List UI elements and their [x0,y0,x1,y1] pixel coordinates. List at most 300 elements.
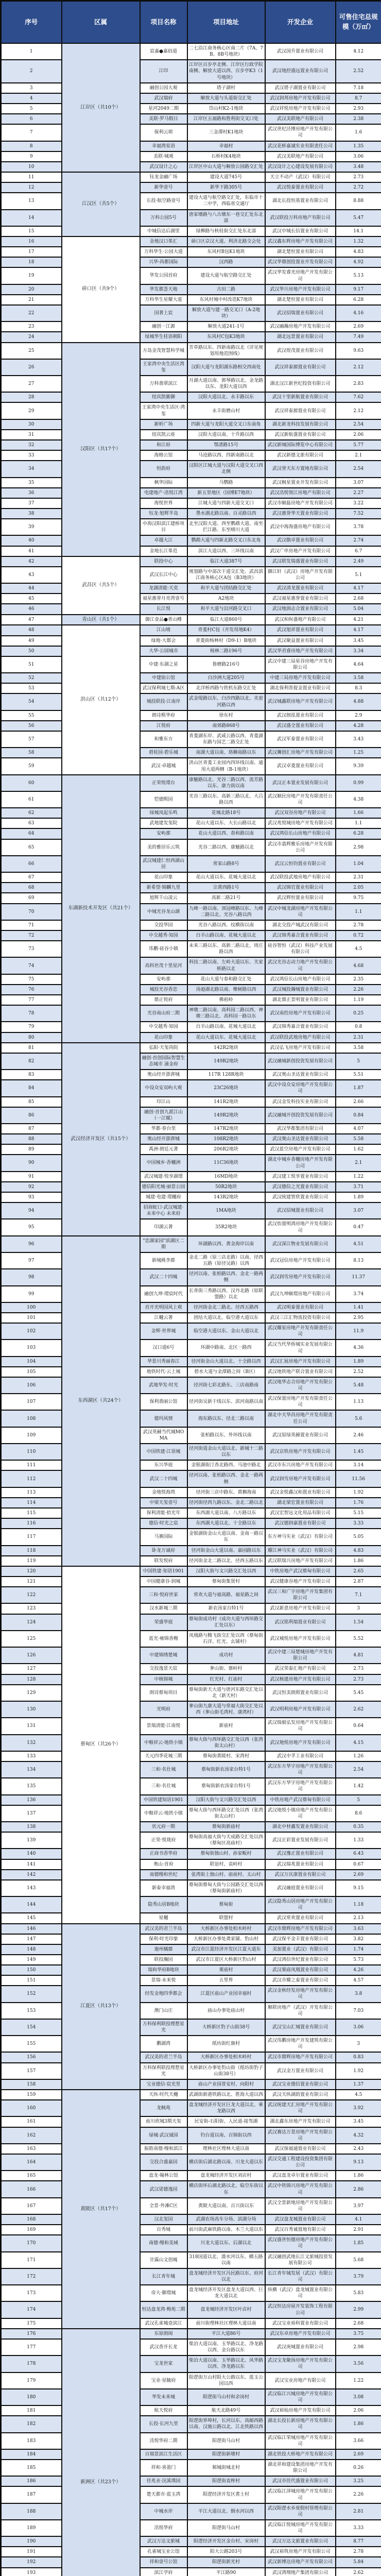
row-number: 125 [1,1631,62,1647]
presale-area: 4.17 [336,625,381,635]
table-row [1,1751,381,1761]
row-number: 36 [1,488,62,498]
project-address: 洪山区青菱工业园内四环线以南、通用大道两侧（B-1地块） [187,758,265,774]
presale-area: 1.89 [336,1192,381,1202]
project-address: 南郊路868号 [187,721,265,731]
col-header-address: 项目地址 [187,1,265,44]
table-row [1,636,381,646]
presale-area: 6.28 [336,828,381,839]
developer: 武汉洺悦领江房地产有限公司 [265,488,336,498]
table-row [1,2214,381,2225]
table-row [1,1460,381,1470]
project-name: 美的雅居乐云筑 [140,839,187,856]
presale-area: 0.84 [336,1107,381,1124]
project-name: 恺德熙园 [140,791,187,808]
district-cell: 东西湖区（共24个） [62,1236,140,1566]
developer: 武汉临江兴城房地产开发有限公司 [265,2389,336,2405]
developer: 东方神马实业（武汉）有限公司 [265,1529,336,1545]
row-number: 26 [1,359,62,376]
row-number: 63 [1,818,62,828]
row-number: 20 [1,284,62,295]
table-row [1,1614,381,1631]
developer: 武汉金发科技实业有限公司 [265,1097,336,1107]
project-address: 海东路以东、径北二路以南 [187,1410,265,1427]
project-address: 大桥新区办事处龚家铺、豹山村 [187,1934,265,1944]
table-row [1,594,381,604]
developer: 武汉地控盛远置业有限公司 [265,60,336,82]
presale-area: 4.28 [336,721,381,731]
project-name: 印湖云著 [140,1219,187,1235]
table-row [1,2433,381,2449]
table-row [1,2225,381,2235]
developer: 武汉福星惠誉置业有限公司 [265,594,336,604]
table-row [1,1674,381,1685]
presale-area: 5.58 [336,1134,381,1144]
presale-area: 5.15 [336,1508,381,1518]
district-cell: 武汉经济开发区（共15个） [62,1043,140,1236]
developer: 武汉悦泰置业有限公司 [265,182,336,193]
row-number: 10 [1,162,62,172]
district-cell: 洪山区（共12个） [62,625,140,774]
project-address: 长青街三秀路以西、汉丹北路（原联盟路）以北 [187,1286,265,1302]
developer: 武汉设计之心建设发展有限公司 [265,162,336,172]
project-address: 唐家墩路与八古墩东一巷交汇处东北部 [187,210,265,226]
developer: 武汉地润志合置业有限公司 [265,604,336,614]
project-name: 联投瀚园 [140,1955,187,1965]
project-name: 华都·春台里 [140,1124,187,1134]
row-number: 19 [1,267,62,284]
presale-area: 2.78 [336,920,381,930]
project-name: 祥和·喜盈门 [140,2460,187,2476]
presale-area: 1.92 [336,1487,381,1498]
presale-area: 0.8 [336,1022,381,1032]
presale-area: 3.97 [336,2198,381,2214]
row-number: 167 [1,2198,62,2214]
developer: 湖北楚恒置业有限公司 [265,295,336,305]
project-address: 杨林二路196号 [187,646,265,656]
developer: 武汉交通工程建设投资集团有限公司 [265,2154,336,2171]
col-header-no: 序号 [1,1,62,44]
row-number: 184 [1,2449,62,2460]
row-number: 85 [1,1097,62,1107]
row-number: 109 [1,1427,62,1444]
developer: 武汉美联地产有限公司 [265,151,336,162]
project-name: 盘龙·翰林公馆 [140,2171,187,2181]
presale-area: 2.54 [336,1761,381,1778]
row-number: 50 [1,646,62,656]
developer: 武汉润雪房地产开发有限公司 [265,1470,336,1487]
project-name: 安屿那 [140,974,187,985]
presale-area: 1.32 [336,236,381,247]
developer: 武汉中城龙湖房地产开发有限公司 [265,904,336,920]
project-name: 前川欣城3期天玺 [140,2116,187,2127]
row-number: 141 [1,1859,62,1870]
developer: 武汉市鼎辉房地产开发有限公司 [265,1924,336,1934]
table-row [1,1410,381,1427]
developer: 湖北远景置业有限公司 [265,332,336,342]
presale-area: 1.33 [336,1832,381,1849]
row-number: 186 [1,2476,62,2486]
developer: 武汉中建三局星谷房地产开发有限公司 [265,656,336,673]
project-address: 北至汉阳大道、西至鹦鹉大道、南至拦江路、东至晴川大道 [187,519,265,535]
project-address: 35R2地块 [187,1219,265,1235]
row-number: 88 [1,1134,62,1144]
project-name: 正荣·悦珑府 [140,1832,187,1849]
row-number: 164 [1,2154,62,2171]
row-number: 77 [1,995,62,1005]
presale-area: 2.69 [336,321,381,332]
project-name: 花山印象 [140,872,187,883]
project-address: 大桥新区办事处柏木岭村 [187,2052,265,2062]
project-name: 武汉瑞府 [140,93,187,104]
project-address: 纸坊街红旗村 [187,2036,265,2052]
project-address: 径河以南、张柏路以西、金北一路两侧 [187,1269,265,1285]
row-number: 136 [1,1795,62,1805]
presale-area: 6.28 [336,295,381,305]
table-row [1,1097,381,1107]
project-address: 二七沿江商务核心区南二片（7A、7B、8B号地块） [187,43,265,60]
row-number: 147 [1,1934,62,1944]
table-row [1,775,381,791]
project-address: 江夏区庙山产业园幸福村 [187,1986,265,2002]
table-row [1,519,381,535]
project-name: 高科世茂十里星河 [140,957,187,974]
project-name: 新华壹号 [140,182,187,193]
developer: 武汉光谷志动力地产开发有限公司 [265,957,336,974]
project-address: 柴泊大道以南、玉华路以北、风华路以西、净龙路以东 [187,2355,265,2372]
row-number: 35 [1,478,62,488]
row-number: 76 [1,985,62,995]
project-name: 美联·城观 [140,151,187,162]
developer: 武汉中孚工业有限公司 [265,1751,336,1761]
project-name: 东兴华庭 [140,1460,187,1470]
table-row [1,872,381,883]
project-name: 安屿那 [140,828,187,839]
presale-area: 3.82 [336,1934,381,1944]
developer: 武汉临江悦城房地产开发有限公司 [265,2520,336,2536]
presale-area: 5 [336,1795,381,1805]
row-number: 37 [1,498,62,509]
project-address: 径河街金山大道以南、嘉园路以东 [187,1546,265,1556]
table-row [1,1005,381,1022]
row-number: 148 [1,1944,62,1955]
table-row [1,1487,381,1498]
developer: 武汉鸿信长山房地产有限公司 [265,828,336,839]
project-address: 碧水大道与金潭路之间（B区） [187,1367,265,1377]
table-row [1,1975,381,1986]
developer: 武汉弘飞房地产开发有限公司 [265,1043,336,1053]
project-address: 邾城街城北村 [187,2460,265,2476]
presale-area: 0.72 [336,930,381,941]
presale-area: 5.51 [336,1070,381,1080]
row-number: 132 [1,1735,62,1751]
project-address: 23C26地块 [187,1080,265,1096]
table-row [1,883,381,893]
project-address: 蔡甸街黄陵村、宋湾村 [187,1751,265,1761]
table-row [1,535,381,546]
row-number: 80 [1,1032,62,1043]
developer: 武汉联投武地房地产有限公司 [265,1032,336,1043]
project-address: 径河街七彩北路东、三店南路南 [187,1377,265,1394]
row-number: 138 [1,1822,62,1832]
presale-area: 0.47 [336,1219,381,1235]
presale-area: 4.38 [336,791,381,808]
project-name: 东原朗阅 [140,2329,187,2339]
developer: 武汉华都集团有限公司 [265,1124,336,1134]
project-name: 长江悦 [140,604,187,614]
developer: 武汉城悦房地产开发有限公司 [265,1631,336,1647]
presale-area: 4.81 [336,1647,381,1664]
table-row [1,60,381,82]
project-name: 融创九坤·璟宸时代 [140,1286,187,1302]
row-number: 34 [1,461,62,477]
row-number: 155 [1,2036,62,2052]
developer: 武汉庚城置业有限公司 [265,2339,336,2355]
presale-area: 1.89 [336,1357,381,1367]
project-address: 塔子湖村 [187,83,265,93]
developer: 武汉临江荣城房地产开发有限公司 [265,2433,336,2449]
table-row [1,1236,381,1252]
table-row [1,904,381,920]
presale-area: 4.32 [336,2127,381,2144]
developer: 武汉明泰置业有限公司 [265,1302,336,1313]
developer: 武汉宝业房地产有限公司 [265,2372,336,2389]
developer: 武汉德信之光置业有限公司 [265,1182,336,1192]
project-address: 金北二路（原三店北路）以南、径西五路（原径吴路）以西 [187,1252,265,1269]
presale-area: 0.64 [336,1718,381,1734]
project-name: 江樾云著 [140,1313,187,1323]
table-row [1,567,381,583]
project-address: 武汉市江夏经济开发区江夏大道东 [187,1944,265,1955]
developer: 武汉宝业裕科置业有限公司 [265,2318,336,2329]
row-number: 106 [1,1377,62,1394]
developer: 武汉华发睿光房地产开发有限公司 [265,267,336,284]
developer: 武汉新意房地产开发有限公司 [265,1603,336,1614]
row-number: 172 [1,2268,62,2285]
project-address: 马鹦路 [187,478,265,488]
table-row [1,731,381,748]
developer: 武汉融城开创投资发展有限公司 [265,1107,336,1124]
row-number: 101 [1,1313,62,1323]
project-address: 新五里地区（国博E7地块） [187,488,265,498]
project-name: 城投联投·江南岸 [140,693,187,710]
row-number: 84 [1,1080,62,1096]
table-row [1,2252,381,2268]
project-name: 中交越秀·知园 [140,1022,187,1032]
table-row [1,2285,381,2301]
table-row [1,2100,381,2116]
row-number: 191 [1,2547,62,2557]
project-address: 蔡甸街独山村、孙家畈村 [187,1849,265,1859]
project-name: 奥山经开澎湃城 [140,1070,187,1080]
project-name: 正荣悦璟台 [140,775,187,791]
project-name: 中建·东湖之星 [140,656,187,673]
presale-area: 2.68 [336,594,381,604]
developer: 湖北交投产城武汉有限公司 [265,920,336,930]
presale-area: 2.98 [336,839,381,856]
table-row [1,1286,381,1302]
project-address: 庙山办事处庙山村 [187,2003,265,2019]
presale-area: 5.77 [336,440,381,450]
project-address: 临江大道387号 [187,556,265,567]
row-number: 157 [1,2063,62,2079]
row-number: 152 [1,1986,62,2002]
table-row [1,646,381,656]
project-address: 庙山产业园普安村、向阳村 [187,2079,265,2090]
presale-area: 5.04 [336,604,381,614]
project-address: 50R2地块 [187,1182,265,1192]
project-name: 国著上宸 [140,305,187,321]
developer: 武汉双谷房地产有限公司 [265,808,336,818]
project-address: 东风村城中村改造K7地块 [187,295,265,305]
project-address: 蔡甸大街与西环路交汇处以西（张湾街太山村） [187,1735,265,1751]
row-number: 149 [1,1955,62,1965]
project-name: 长投·长河九里 [140,2416,187,2432]
project-address: 横店街后湖北路以南、川龙大道以东 [187,2154,265,2171]
row-number: 8 [1,141,62,151]
presale-area: 2.38 [336,114,381,124]
developer: 湖北中城乡香樾房地产开发有限公司 [265,1155,336,1171]
project-address: 阳逻经济开发区黄土村 [187,2486,265,2503]
row-number: 66 [1,856,62,872]
table-row [1,2372,381,2389]
developer: 武汉傲卓置业有限公司 [265,535,336,546]
project-name: 朗诗蔡甸项目 [140,1685,187,1701]
table-row [1,1631,381,1647]
row-number: 59 [1,758,62,774]
project-address: 建设大道745号 [187,172,265,182]
project-address: 武湖农场高车分场、滨湖分场 [187,2214,265,2225]
project-name: 中梁天玺壹号 [140,1498,187,1508]
presale-area: 1.54 [336,1614,381,1631]
table-row [1,2389,381,2405]
project-name: 电建地产·洺悦江湾 [140,488,187,498]
project-name: 融创·首创九派江山（一江赋） [140,1107,187,1124]
row-number: 117 [1,1529,62,1545]
row-number: 118 [1,1546,62,1556]
project-address: 解放大道与头道街交汇处 [187,93,265,104]
developer: 武汉东卓房地产开发有限公司 [265,2329,336,2339]
project-name: 纽宾凯云座 [140,430,187,440]
project-name: 万科保利联投理想星光 [140,2019,187,2036]
presale-area: 9.39 [336,758,381,774]
presale-area: 7.49 [336,332,381,342]
presale-area: 2.93 [336,104,381,114]
project-address: 柴泊大道以南、玉华路以北、净龙路以西、金台路以东 [187,2339,265,2355]
presale-area: 1.86 [336,1556,381,1566]
project-name: 新泰幸福湾 [140,1880,187,1896]
project-address: 常欢大道与福高路、福星路之间 [187,1587,265,1603]
project-name: 卓越大江 [140,535,187,546]
project-name: 汉口道6号 [140,1340,187,1356]
project-name: 华发公园首府 [140,267,187,284]
row-number: 156 [1,2052,62,2062]
project-name: 洺悦华府二期 [140,2433,187,2449]
district-cell: 青山区（共1个） [62,615,140,625]
project-name: 新昕广场 [140,419,187,430]
row-number: 171 [1,2252,62,2268]
project-name: 宝龙世家 [140,2355,187,2372]
table-row [1,172,381,182]
row-number: 158 [1,2079,62,2090]
developer: 中铁房地产武汉蔡甸有限公司 [265,1795,336,1805]
table-row [1,1367,381,1377]
project-address: 张柏路以东、外环线以南 [187,1427,265,1444]
project-address: 盘龙城经济开发区巨龙大道以北、乘龙路以西 [187,2100,265,2116]
table-row [1,236,381,247]
table-row [1,2063,381,2079]
project-name: 武地华发·时光 [140,1377,187,1394]
project-name: 武汉保利城七期-A区 [140,683,187,693]
table-row [1,193,381,209]
developer: 武汉兆悦城房地产开发有限公司 [265,818,336,828]
presale-area: 2.13 [336,1913,381,1923]
row-number: 70 [1,904,62,920]
table-row [1,1313,381,1323]
project-name: 弘阳·天玺尚院 [140,1043,187,1053]
project-address: 常家山路8号 [187,856,265,872]
developer: 湖北汉江新世纪投资有限公司 [265,376,336,392]
presale-area: 3.8 [336,1986,381,2002]
row-number: 99 [1,1286,62,1302]
developer: 武汉花桥嘉诚实业有限责任公司 [265,141,336,151]
project-address: 幸福村 [187,141,265,151]
table-row [1,2301,381,2318]
project-address: 钓台道以南、百锦街以西 [187,2127,265,2144]
presale-area: 3.48 [336,162,381,172]
table-row [1,1394,381,1410]
row-number: 119 [1,1556,62,1566]
table-row [1,2329,381,2339]
presale-area: 2.54 [336,419,381,430]
project-name: 朗诗熙华府 [140,710,187,721]
project-address: 临空港大道以东、金山大道以北 [187,1323,265,1340]
presale-area: 4.1 [336,2214,381,2225]
presale-area: 1.04 [336,856,381,872]
project-address: 芳草路以东、四新南路以北（详见规划用地范围线） [187,343,265,359]
project-name: 伟鹏·硅谷小镇 [140,941,187,957]
table-row [1,162,381,172]
developer: 武汉辉恒置业有限公司 [265,893,336,903]
table-row [1,1577,381,1587]
developer: 武汉金悦鑫汉和置业有限公司 [265,1487,336,1498]
project-name: 洺悦华府 [140,2520,187,2536]
project-name: 航天悦府 [140,2405,187,2416]
row-number: 175 [1,2318,62,2329]
presale-area: 14.1 [336,226,381,236]
project-name: 联投中心 [140,556,187,567]
presale-area: 2.49 [336,556,381,567]
project-name: "恋湖家园"滨湖区二期 [140,1236,187,1252]
row-number: 123 [1,1603,62,1614]
row-number: 40 [1,535,62,546]
row-number: 129 [1,1685,62,1701]
presale-area: 2.74 [336,535,381,546]
project-address: 规划路与中部次干道交汇处、武昌滨江商务核心区A包（B3地块） [187,567,265,583]
table-row [1,1219,381,1235]
table-row [1,808,381,818]
presale-area: 5.45 [336,1685,381,1701]
project-address: 108R2地块 [187,1134,265,1144]
row-number: 162 [1,2127,62,2144]
presale-area: 1.45 [336,1444,381,1460]
project-name: 旭辉千山凌云 [140,893,187,903]
developer: 武汉健康谷地产开发有限公司 [265,1577,336,1587]
project-name: 中国铁建·江语城 [140,1444,187,1460]
project-name: 南德缦和世纪 [140,1870,187,1880]
developer: 武汉融瀚房地产开发有限公司 [265,321,336,332]
project-address: 新庙村 [187,1718,265,1734]
